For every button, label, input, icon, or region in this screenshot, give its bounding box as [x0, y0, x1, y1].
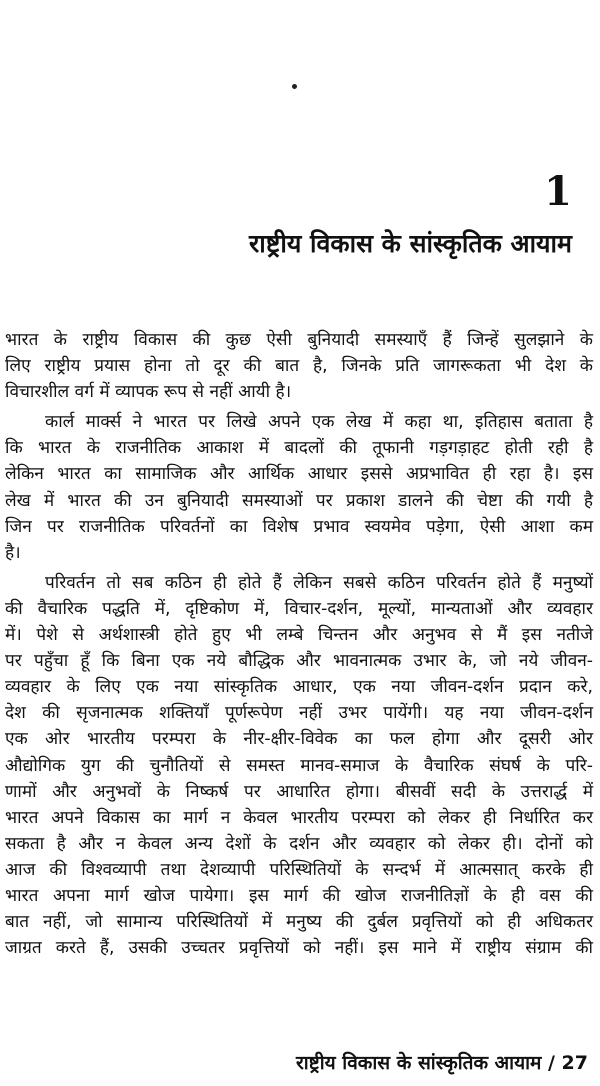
- text-line: लेकिन भारत का सामाजिक और आर्थिक आधार इससे अप्रभावित ही रहा है। इस: [5, 464, 593, 485]
- text-line: कार्ल मार्क्स ने भारत पर लिखे अपने एक लेख में कहा था, इतिहास बताता है: [45, 412, 593, 433]
- text-line: विचारशील वर्ग में व्यापक रूप से नहीं आयी है।: [5, 382, 292, 403]
- text-line: है।: [5, 542, 21, 563]
- text-line: बात नहीं, जो सामान्य परिस्थितियों में मनुष्य की दुर्बल प्रवृत्तियों को ही अधिकतर: [5, 912, 593, 933]
- running-footer: राष्ट्रीय विकास के सांस्कृतिक आयाम / 27: [295, 1052, 588, 1074]
- text-line: लिए राष्ट्रीय प्रयास होना तो दूर की बात है, जिनके प्रति जागरूकता भी देश के: [5, 356, 593, 377]
- text-line: की वैचारिक पद्धति में, दृष्टिकोण में, विचार-दर्शन, मूल्यों, मान्यताओं और व्यवहार: [5, 598, 593, 619]
- paragraph-3: [5, 570, 593, 961]
- text-line: में। पेशे से अर्थशास्त्री होते हुए भी लम्बे चिन्तन और अनुभव से मैं इस नतीजे: [5, 625, 593, 646]
- text-line: णामों और अनुभवों के निष्कर्ष पर आधारित होगा। बीसवीं सदी के उत्तरार्द्ध में: [5, 781, 593, 802]
- chapter-number: 1: [544, 168, 572, 215]
- text-line: औद्योगिक युग की चुनौतियों से समस्त मानव-समाज के वैचारिक संघर्ष के परि-: [5, 755, 593, 776]
- chapter-title: राष्ट्रीय विकास के सांस्कृतिक आयाम: [249, 229, 572, 258]
- text-line: एक ओर भारतीय परम्परा के नीर-क्षीर-विवेक का फल होगा और दूसरी ओर: [5, 729, 593, 750]
- text-line: सकता है और न केवल अन्य देशों के दर्शन और व्यवहार को लेकर ही। दोनों को: [5, 833, 593, 854]
- text-line: भारत अपने विकास का मार्ग न केवल भारतीय परम्परा को लेकर ही निर्धारित कर: [5, 807, 593, 828]
- text-line: आज की विश्वव्यापी तथा देशव्यापी परिस्थितियों के सन्दर्भ में आत्मसात् करके ही: [5, 859, 593, 880]
- text-line: कि भारत के राजनीतिक आकाश में बादलों की तूफानी गड़गड़ाहट होती रही है: [5, 438, 593, 459]
- text-line: लेख में भारत की उन बुनियादी समस्याओं पर प्रकाश डालने की चेष्टा की गयी है: [5, 490, 593, 511]
- text-line: देश की सृजनात्मक शक्तियाँ पूर्णरूपेण नहीं उभर पायेंगी। यह नया जीवन-दर्शन: [5, 703, 593, 724]
- ink-speck: [292, 84, 297, 89]
- text-line: व्यवहार के लिए एक नया सांस्कृतिक आधार, एक नया जीवन-दर्शन प्रदान करे,: [5, 677, 593, 698]
- paragraph-1: [5, 327, 593, 405]
- body-text: [5, 327, 593, 965]
- text-line: जिन पर राजनीतिक परिवर्तनों का विशेष प्रभाव स्वयमेव पड़ेगा, ऐसी आशा कम: [5, 516, 593, 537]
- text-line: परिवर्तन तो सब कठिन ही होते हैं लेकिन सबसे कठिन परिवर्तन होते हैं मनुष्यों: [45, 572, 593, 593]
- text-line: भारत के राष्ट्रीय विकास की कुछ ऐसी बुनियादी समस्याएँ हैं जिन्हें सुलझाने के: [5, 330, 593, 350]
- text-line: जाग्रत करते हैं, उसकी उच्चतर प्रवृत्तियों को नहीं। इस माने में राष्ट्रीय संग्राम की: [5, 938, 593, 959]
- text-line: पर पहुँचा हूँ कि बिना एक नये बौद्धिक और भावनात्मक उभार के, जो नये जीवन-: [5, 651, 593, 672]
- paragraph-2: [5, 409, 593, 566]
- text-line: भारत अपना मार्ग खोज पायेगा। इस मार्ग की खोज राजनीतिज्ञों के ही वस की: [5, 885, 593, 906]
